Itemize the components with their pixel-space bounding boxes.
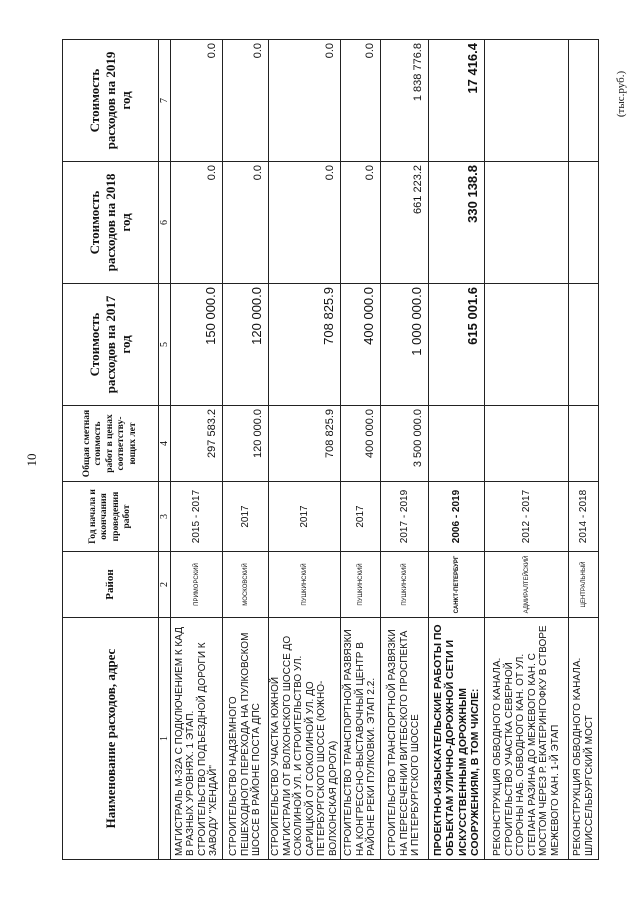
column-number: 5	[159, 284, 171, 406]
row-total	[429, 406, 485, 482]
row-years: 2015 - 2017	[171, 482, 223, 552]
row-total	[485, 406, 569, 482]
table-row	[341, 40, 381, 860]
header-district: Район	[63, 552, 159, 618]
row-total	[569, 406, 599, 482]
row-district: ПУШКИНСКИЙ	[341, 552, 381, 618]
row-cost-2018: 0.0	[223, 162, 269, 284]
column-number: 1	[159, 618, 171, 860]
row-cost-2019: 17 416.4	[429, 40, 485, 162]
header-cost-2017: Стоимость расходов на 2017 год	[63, 284, 159, 406]
row-total: 120 000.0	[223, 406, 269, 482]
table-row	[269, 40, 341, 860]
row-cost-2017: 1 000 000.0	[381, 284, 429, 406]
table-row	[223, 40, 269, 860]
header-cost-2019: Стоимость расходов на 2019 год	[63, 40, 159, 162]
row-cost-2017: 615 001.6	[429, 284, 485, 406]
row-district: ПУШКИНСКИЙ	[381, 552, 429, 618]
row-total: 297 583.2	[171, 406, 223, 482]
expense-table-container	[62, 40, 595, 860]
row-cost-2018	[569, 162, 599, 284]
row-district: ПУШКИНСКИЙ	[269, 552, 341, 618]
column-number: 7	[159, 40, 171, 162]
header-name: Наименование расходов, адрес	[63, 618, 159, 860]
column-number: 2	[159, 552, 171, 618]
row-cost-2019: 0.0	[171, 40, 223, 162]
row-name: ПРОЕКТНО-ИЗЫСКАТЕЛЬСКИЕ РАБОТЫ ПО ОБЪЕКТАМ УЛИЧНО-ДОРОЖНОЙ СЕТИ И ИСКУССТВЕННЫМ ДОРОЖНЫМ СООРУЖЕНИЯМ, В ТОМ ЧИСЛЕ:	[429, 618, 485, 860]
row-cost-2018	[485, 162, 569, 284]
row-district: ЦЕНТРАЛЬНЫЙ	[569, 552, 599, 618]
column-number-row	[159, 40, 171, 860]
row-name: СТРОИТЕЛЬСТВО ТРАНСПОРТНОЙ РАЗВЯЗКИ НА КОНГРЕССНО-ВЫСТАВОЧНЫЙ ЦЕНТР В РАЙОНЕ РЕКИ ПУЛКОВКИ. ЭТАП 2.2.	[341, 618, 381, 860]
row-name: РЕКОНСТРУКЦИЯ ОБВОДНОГО КАНАЛА. СТРОИТЕЛЬСТВО УЧАСТКА СЕВЕРНОЙ СТОРОНЫ НАБ. ОБВОДНОГО КАН. ОТ УЛ. СТЕПАНА РАЗИНА ДО МЕЖЕВОГО КАН. С МОСТОМ ЧЕРЕЗ Р. ЕКАТЕРИНГОФКУ В СТВОРЕ МЕЖЕВОГО КАН. 1-Й ЭТАП	[485, 618, 569, 860]
row-total: 708 825.9	[269, 406, 341, 482]
row-years: 2014 - 2018	[569, 482, 599, 552]
row-years: 2017	[269, 482, 341, 552]
row-name: СТРОИТЕЛЬСТВО ТРАНСПОРТНОЙ РАЗВЯЗКИ НА ПЕРЕСЕЧЕНИИ ВИТЕБСКОГО ПРОСПЕКТА И ПЕТЕРБУРГСКОГО ШОССЕ	[381, 618, 429, 860]
page-number: 10	[24, 453, 39, 467]
row-district: АДМИРАЛТЕЙСКИЙ	[485, 552, 569, 618]
row-years: 2017	[341, 482, 381, 552]
row-cost-2017: 708 825.9	[269, 284, 341, 406]
row-cost-2017: 120 000.0	[223, 284, 269, 406]
row-years: 2017 - 2019	[381, 482, 429, 552]
row-cost-2019: 1 838 776.8	[381, 40, 429, 162]
units-label: (тыс.руб.)	[615, 70, 627, 118]
table-row-subtotal	[429, 40, 485, 860]
header-years: Год начала и окончания проведения работ	[63, 482, 159, 552]
expense-table	[62, 39, 599, 860]
row-cost-2019: 0.0	[341, 40, 381, 162]
row-years: 2006 - 2019	[429, 482, 485, 552]
row-cost-2019	[569, 40, 599, 162]
header-total-cost: Общая сметная стоимость работ в ценах соответству-ющих лет	[63, 406, 159, 482]
row-cost-2017	[485, 284, 569, 406]
header-cost-2018: Стоимость расходов на 2018 год	[63, 162, 159, 284]
row-years: 2012 - 2017	[485, 482, 569, 552]
table-row	[569, 40, 599, 860]
row-name: РЕКОНСТРУКЦИЯ ОБВОДНОГО КАНАЛА. ШЛИССЕЛЬБУРГСКИЙ МОСТ	[569, 618, 599, 860]
row-cost-2017: 400 000.0	[341, 284, 381, 406]
column-number: 3	[159, 482, 171, 552]
row-district: МОСКОВСКИЙ	[223, 552, 269, 618]
row-cost-2019: 0.0	[269, 40, 341, 162]
table-row	[485, 40, 569, 860]
row-total: 3 500 000.0	[381, 406, 429, 482]
header-row	[63, 40, 159, 860]
table-row	[171, 40, 223, 860]
row-district: САНКТ-ПЕТЕРБУРГ	[429, 552, 485, 618]
row-name: МАГИСТРАЛЬ М-32А С ПОДКЛЮЧЕНИЕМ К КАД В РАЗНЫХ УРОВНЯХ. 1 ЭТАП. СТРОИТЕЛЬСТВО ПОДЪЕЗДНОЙ ДОРОГИ К ЗАВОДУ "ХЕНДАЙ"	[171, 618, 223, 860]
row-cost-2018: 0.0	[171, 162, 223, 284]
column-number: 4	[159, 406, 171, 482]
row-name: СТРОИТЕЛЬСТВО НАДЗЕМНОГО ПЕШЕХОДНОГО ПЕРЕХОДА НА ПУЛКОВСКОМ ШОССЕ В РАЙОНЕ ПОСТА ДПС	[223, 618, 269, 860]
row-cost-2018: 0.0	[341, 162, 381, 284]
row-years: 2017	[223, 482, 269, 552]
column-number: 6	[159, 162, 171, 284]
table-row	[381, 40, 429, 860]
row-cost-2019: 0.0	[223, 40, 269, 162]
row-total: 400 000.0	[341, 406, 381, 482]
row-cost-2018: 330 138.8	[429, 162, 485, 284]
row-cost-2017	[569, 284, 599, 406]
row-district: ПРИМОРСКИЙ	[171, 552, 223, 618]
row-name: СТРОИТЕЛЬСТВО УЧАСТКА ЮЖНОЙ МАГИСТРАЛИ ОТ ВОЛХОНСКОГО ШОССЕ ДО СОКОЛИНОЙ УЛ. И СТРОИТЕЛЬСТВО УЛ. САРИЦКОЙ ОТ СОКОЛИНОЙ УЛ. ДО ПЕТЕРБУРГСКОГО ШОССЕ (ЮЖНО-ВОЛХОНСКАЯ ДОРОГА)	[269, 618, 341, 860]
row-cost-2019	[485, 40, 569, 162]
row-cost-2017: 150 000.0	[171, 284, 223, 406]
row-cost-2018: 0.0	[269, 162, 341, 284]
row-cost-2018: 661 223.2	[381, 162, 429, 284]
